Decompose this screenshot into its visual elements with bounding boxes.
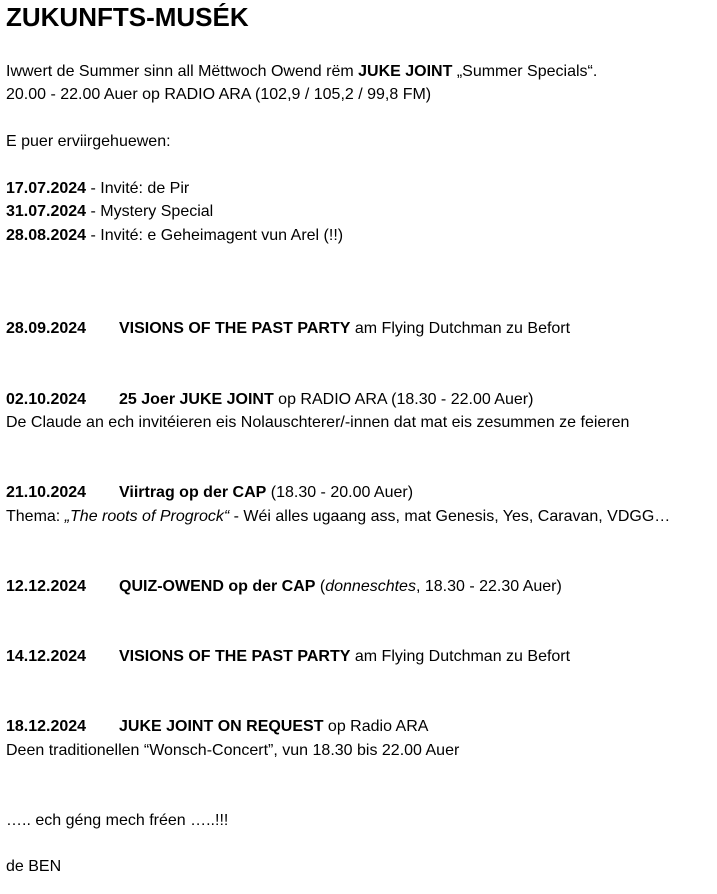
event-subline bbox=[6, 506, 670, 528]
event-item bbox=[6, 646, 570, 668]
event-title: VISIONS OF THE PAST PARTY bbox=[119, 320, 351, 337]
event-date: 28.09.2024 bbox=[6, 320, 87, 337]
summer-item bbox=[6, 178, 189, 200]
event-details: op RADIO ARA (18.30 - 22.00 Auer) bbox=[273, 391, 534, 408]
topic-label: Thema: bbox=[6, 508, 65, 525]
summer-date: 28.08.2024 bbox=[6, 227, 87, 244]
summer-item bbox=[6, 225, 343, 247]
event-item bbox=[6, 318, 570, 340]
event-title: VISIONS OF THE PAST PARTY bbox=[119, 648, 351, 665]
event-details: am Flying Dutchman zu Befort bbox=[350, 320, 571, 337]
event-details: am Flying Dutchman zu Befort bbox=[350, 648, 571, 665]
topic-description: - Wéi alles ugaang ass, mat Genesis, Yes, Caravan, VDGG… bbox=[229, 508, 671, 525]
event-details: ( bbox=[315, 578, 326, 595]
intro-line-1 bbox=[6, 61, 597, 83]
preview-heading: E puer erviirgehuewen: bbox=[6, 133, 171, 150]
event-details: , 18.30 - 22.30 Auer) bbox=[415, 578, 562, 595]
event-title: QUIZ-OWEND op der CAP bbox=[119, 578, 316, 595]
event-title: Viirtrag op der CAP bbox=[119, 484, 267, 501]
event-day: donneschtes bbox=[325, 578, 416, 595]
event-item bbox=[6, 482, 413, 504]
summer-date: 17.07.2024 bbox=[6, 180, 87, 197]
intro-specials: „Summer Specials“. bbox=[452, 63, 598, 80]
closing-line: ….. ech géng mech fréen …..!!! bbox=[6, 812, 229, 829]
event-date: 02.10.2024 bbox=[6, 391, 87, 408]
event-date: 12.12.2024 bbox=[6, 578, 87, 595]
summer-text: - Invité: e Geheimagent vun Arel (!!) bbox=[86, 227, 344, 244]
event-date: 14.12.2024 bbox=[6, 648, 87, 665]
event-details: op Radio ARA bbox=[323, 718, 429, 735]
event-subline: De Claude an ech invitéieren eis Nolauschterer/-innen dat mat eis zesummen ze feieren bbox=[6, 414, 630, 431]
event-title: JUKE JOINT ON REQUEST bbox=[119, 718, 324, 735]
event-details: (18.30 - 20.00 Auer) bbox=[266, 484, 414, 501]
intro-show-name: JUKE JOINT bbox=[358, 63, 453, 80]
event-date: 21.10.2024 bbox=[6, 484, 87, 501]
signature: de BEN bbox=[6, 858, 62, 875]
event-item bbox=[6, 389, 533, 411]
event-item bbox=[6, 716, 428, 738]
summer-date: 31.07.2024 bbox=[6, 203, 87, 220]
event-title: 25 Joer JUKE JOINT bbox=[119, 391, 274, 408]
intro-line-2: 20.00 - 22.00 Auer op RADIO ARA (102,9 / 105,2 / 99,8 FM) bbox=[6, 86, 432, 103]
summer-text: - Invité: de Pir bbox=[86, 180, 190, 197]
topic-title: „The roots of Progrock“ bbox=[64, 508, 230, 525]
event-subline: Deen traditionellen “Wonsch-Concert”, vun 18.30 bis 22.00 Auer bbox=[6, 742, 460, 759]
summer-text: - Mystery Special bbox=[86, 203, 214, 220]
summer-item bbox=[6, 201, 213, 223]
page-title: ZUKUNFTS-MUSÉK bbox=[6, 2, 249, 32]
event-date: 18.12.2024 bbox=[6, 718, 87, 735]
event-item bbox=[6, 576, 562, 598]
intro-text: Iwwert de Summer sinn all Mëttwoch Owend rëm bbox=[6, 63, 359, 80]
